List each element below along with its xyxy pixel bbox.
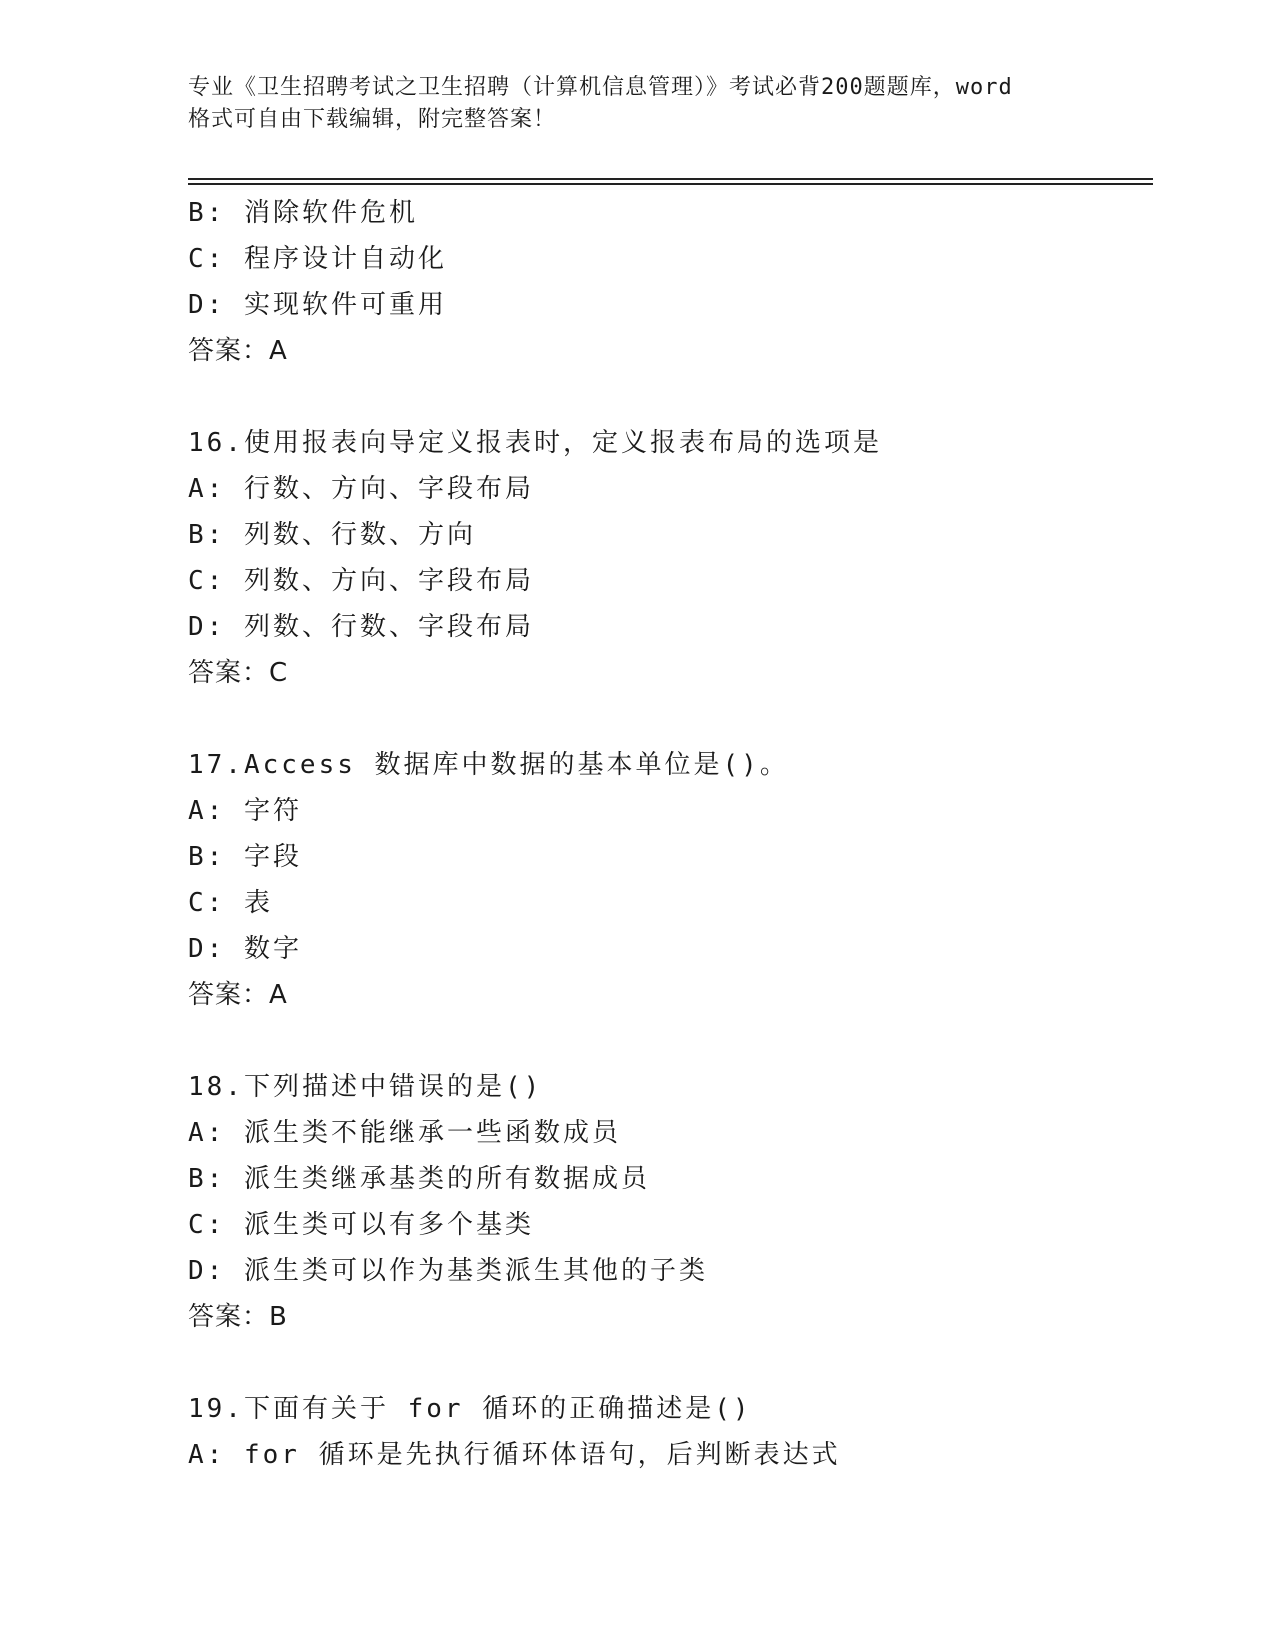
document-header bbox=[188, 72, 1088, 136]
option-a: A: 行数、方向、字段布局 bbox=[188, 474, 534, 504]
option-b: B: 派生类继承基类的所有数据成员 bbox=[188, 1164, 650, 1194]
spacer bbox=[188, 374, 1168, 420]
option-c: C: 派生类可以有多个基类 bbox=[188, 1210, 534, 1240]
option-a: A: 派生类不能继承一些函数成员 bbox=[188, 1118, 621, 1148]
option-d: D: 派生类可以作为基类派生其他的子类 bbox=[188, 1256, 708, 1286]
answer-line: 答案：A bbox=[188, 336, 288, 366]
question-block-16 bbox=[188, 420, 1168, 696]
header-divider-bottom bbox=[188, 183, 1153, 185]
question-list bbox=[188, 190, 1168, 1478]
option-b: B: 字段 bbox=[188, 842, 302, 872]
spacer bbox=[188, 696, 1168, 742]
option-b: B: 列数、行数、方向 bbox=[188, 520, 476, 550]
question-block-19 bbox=[188, 1386, 1168, 1478]
option-a: A: 字符 bbox=[188, 796, 302, 826]
option-c: C: 列数、方向、字段布局 bbox=[188, 566, 534, 596]
option-c: C: 表 bbox=[188, 888, 273, 918]
spacer bbox=[188, 1340, 1168, 1386]
question-stem: 17.Access 数据库中数据的基本单位是()。 bbox=[188, 750, 789, 780]
option-d: D: 实现软件可重用 bbox=[188, 290, 447, 320]
header-line-2: 格式可自由下载编辑，附完整答案！ bbox=[188, 107, 557, 132]
option-d: D: 列数、行数、字段布局 bbox=[188, 612, 534, 642]
question-stem: 18.下列描述中错误的是() bbox=[188, 1072, 543, 1102]
option-c: C: 程序设计自动化 bbox=[188, 244, 447, 274]
header-divider-top bbox=[188, 178, 1153, 180]
answer-line: 答案：B bbox=[188, 1302, 288, 1332]
question-stem: 16.使用报表向导定义报表时，定义报表布局的选项是 bbox=[188, 428, 882, 458]
spacer bbox=[188, 1018, 1168, 1064]
header-line-1: 专业《卫生招聘考试之卫生招聘（计算机信息管理）》考试必背200题题库，word bbox=[188, 75, 1013, 100]
question-block-15 bbox=[188, 190, 1168, 374]
question-block-17 bbox=[188, 742, 1168, 1018]
answer-line: 答案：A bbox=[188, 980, 288, 1010]
option-d: D: 数字 bbox=[188, 934, 302, 964]
question-block-18 bbox=[188, 1064, 1168, 1340]
option-a: A: for 循环是先执行循环体语句，后判断表达式 bbox=[188, 1440, 841, 1470]
option-b: B: 消除软件危机 bbox=[188, 198, 418, 228]
answer-line: 答案：C bbox=[188, 658, 289, 688]
question-stem: 19.下面有关于 for 循环的正确描述是() bbox=[188, 1394, 752, 1424]
